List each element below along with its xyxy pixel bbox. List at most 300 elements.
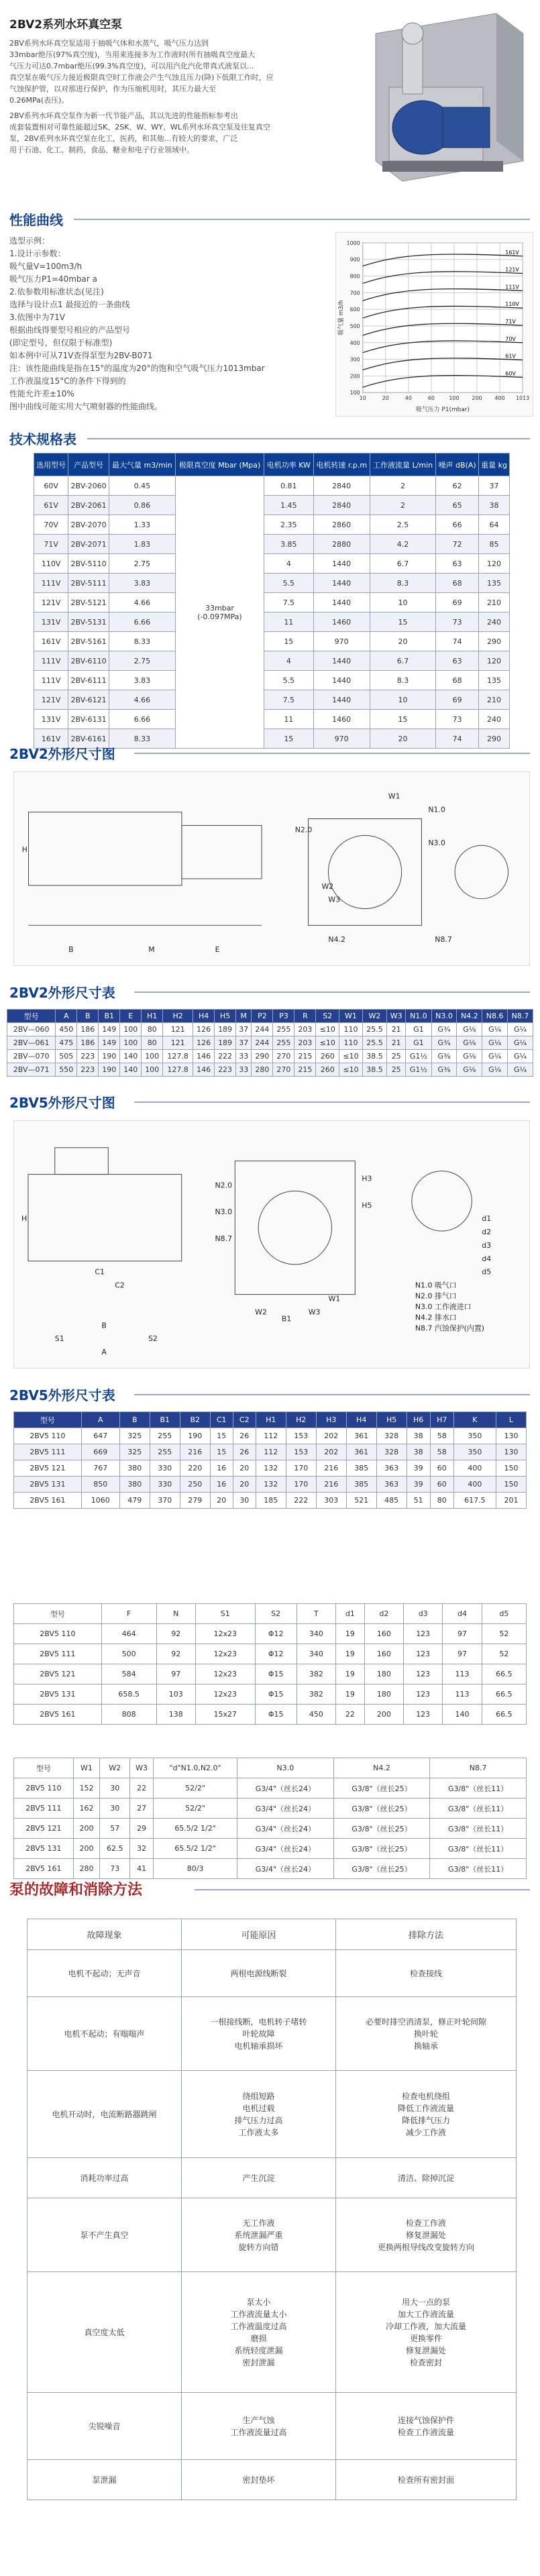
table-row — [14, 1428, 527, 1444]
table-cell: 260 — [316, 1050, 339, 1063]
divider — [87, 438, 530, 439]
table-header: 电机转速 r.p.m — [313, 453, 370, 476]
faults-table — [27, 1919, 517, 2500]
table-cell: 220 — [180, 1460, 210, 1477]
table-cell: 132 — [256, 1460, 286, 1477]
table-cell: 1.33 — [109, 515, 175, 535]
table-row — [34, 476, 510, 496]
table-row — [14, 1644, 527, 1664]
table-cell: 15 — [210, 1428, 233, 1444]
table-cell: 2BV-5131 — [68, 612, 109, 632]
table-cell: 2BV-6161 — [68, 729, 109, 749]
intro-line: 0.26MPa(表压)。 — [9, 96, 69, 105]
table-cell: 2BV-5161 — [68, 632, 109, 651]
drawing-label: B1 — [281, 1314, 292, 1324]
table-cell: 121V — [34, 690, 68, 710]
table-cell: 6.66 — [109, 710, 175, 729]
bv5-dims-table-1 — [13, 1411, 527, 1509]
specs-table-wrap — [34, 453, 510, 749]
drawing-label: E — [215, 945, 220, 955]
table-cell: 37 — [236, 1036, 252, 1050]
y-tick-label: 400 — [349, 339, 360, 346]
table-cell: 12x23 — [195, 1644, 255, 1664]
table-header: H5 — [376, 1412, 407, 1428]
drawing-label: N8.7 — [435, 935, 452, 945]
table-cell: G3/8"（丝长11） — [430, 1839, 527, 1859]
drawing-label: H5 — [362, 1201, 372, 1210]
table-cell: 270 — [273, 1050, 294, 1063]
drawing-label: N4.2 — [328, 935, 345, 945]
fault-causes — [182, 2198, 336, 2272]
table-cell: 63 — [436, 554, 479, 574]
fault-fix: 修复泄漏处 — [405, 2345, 446, 2355]
performance-chart — [335, 232, 533, 417]
table-cell: 202 — [316, 1444, 346, 1460]
table-cell: G3/8"（丝长25） — [333, 1859, 430, 1879]
table-cell: 669 — [81, 1444, 119, 1460]
table-cell: 215 — [294, 1050, 316, 1063]
y-tick-label: 600 — [349, 307, 360, 313]
table-header: W2 — [362, 1010, 386, 1023]
table-cell: 7.5 — [264, 690, 313, 710]
table-cell: 325 — [119, 1444, 150, 1460]
drawing-label: W2 — [321, 881, 334, 891]
motor-outline — [182, 825, 262, 878]
table-cell: 2BV-2071 — [68, 535, 109, 554]
table-header: W3 — [387, 1010, 406, 1023]
table-cell: 70V — [34, 515, 68, 535]
table-header: W1 — [339, 1010, 363, 1023]
table-cell: 216 — [180, 1444, 210, 1460]
table-cell: 2BV5 121 — [14, 1460, 82, 1477]
table-cell: G1½ — [406, 1063, 431, 1077]
table-cell: 112 — [256, 1444, 286, 1460]
fault-cause: 密封泄漏 — [242, 2357, 275, 2367]
y-tick-label: 100 — [349, 390, 360, 396]
table-cell: 126 — [193, 1023, 215, 1036]
table-cell: 1440 — [313, 574, 370, 593]
y-tick-label: 800 — [349, 273, 360, 280]
table-header: S2 — [255, 1604, 296, 1624]
table-cell: 123 — [404, 1705, 443, 1725]
drawing-label: N8.7 — [215, 1234, 233, 1244]
table-header: N8.7 — [430, 1758, 527, 1778]
table-cell: 185 — [256, 1493, 286, 1509]
table-cell: 1060 — [81, 1493, 119, 1509]
table-cell: 161V — [34, 632, 68, 651]
table-cell: 19 — [336, 1644, 365, 1664]
table-cell: 328 — [376, 1444, 407, 1460]
table-cell: 65 — [436, 496, 479, 515]
table-cell: 330 — [150, 1460, 180, 1477]
table-cell: 190 — [180, 1428, 210, 1444]
table-cell: 20 — [233, 1477, 256, 1493]
table-cell: 80 — [142, 1023, 163, 1036]
table-cell: 550 — [56, 1063, 77, 1077]
table-cell: 2BV-2061 — [68, 496, 109, 515]
table-cell: 65.5/2 1/2" — [154, 1839, 237, 1859]
table-header: S1 — [195, 1604, 255, 1624]
page-title: 2BV2系列水环真空泵 — [9, 18, 123, 32]
table-cell: 260 — [316, 1063, 339, 1077]
table-header: 可能原因 — [182, 1919, 336, 1950]
drawing-label: d4 — [482, 1254, 492, 1263]
y-tick-label: 1000 — [346, 239, 360, 246]
table-cell: 25.5 — [362, 1036, 386, 1050]
table-cell: 2BV—060 — [7, 1023, 56, 1036]
bv5-outline-drawing — [13, 1120, 530, 1368]
table-cell: 8.33 — [109, 729, 175, 749]
table-row — [34, 496, 510, 515]
top-port-outline — [55, 1148, 109, 1175]
table-cell: 146 — [193, 1063, 215, 1077]
table-row — [14, 1684, 527, 1705]
bv2-drawing-title: 2BV2外形尺寸图 — [9, 746, 115, 762]
table-cell: 60 — [430, 1460, 453, 1477]
series-label: 110V — [505, 301, 519, 308]
table-cell: 190 — [99, 1050, 120, 1063]
table-cell: 240 — [479, 710, 510, 729]
performance-line: 3.依图中为71V — [9, 313, 65, 322]
specs-title: 技术规格表 — [9, 431, 76, 447]
table-cell: 127.8 — [163, 1050, 193, 1063]
table-cell: 2.35 — [264, 515, 313, 535]
table-cell: ≤10 — [339, 1063, 363, 1077]
fault-cause: 一根接线断，电机转子堵转 — [210, 2017, 307, 2027]
table-cell: 111V — [34, 651, 68, 671]
table-cell: Φ12 — [255, 1624, 296, 1644]
table-row — [14, 1664, 527, 1684]
table-header: 故障现象 — [28, 1919, 182, 1950]
table-cell: 37 — [479, 476, 510, 496]
faults-section — [0, 1872, 540, 2576]
table-row — [14, 1624, 527, 1644]
table-cell: 10 — [370, 593, 435, 612]
table-cell: 2BV—070 — [7, 1050, 56, 1063]
table-cell: 186 — [77, 1023, 99, 1036]
table-header: B2 — [180, 1412, 210, 1428]
table-cell: 6.7 — [370, 651, 435, 671]
chart-plot-area — [363, 243, 523, 392]
drawing-label: C2 — [115, 1281, 125, 1290]
table-cell: 127.8 — [163, 1063, 193, 1077]
table-row — [34, 593, 510, 612]
table-cell: 20 — [370, 729, 435, 749]
fault-cause: 工作液温度过高 — [230, 2321, 287, 2331]
drawing-label: W1 — [388, 792, 400, 801]
legend-item: N1.0 吸气口 — [415, 1281, 457, 1290]
table-cell: 100 — [142, 1050, 163, 1063]
table-row — [28, 2272, 517, 2393]
fault-cause: 生产气蚀 — [242, 2415, 275, 2425]
table-cell: 189 — [215, 1023, 236, 1036]
series-label: 61V — [505, 353, 516, 360]
fault-fixes — [336, 1950, 517, 1997]
table-cell: 135 — [479, 671, 510, 690]
table-cell: 15 — [370, 612, 435, 632]
table-cell: 30 — [100, 1799, 130, 1819]
table-cell: 2BV-6110 — [68, 651, 109, 671]
table-header: E — [120, 1010, 142, 1023]
table-cell: 200 — [73, 1819, 100, 1839]
table-cell: 850 — [81, 1477, 119, 1493]
table-header: B — [119, 1412, 150, 1428]
y-axis-label: 吸气量 m3/h — [337, 300, 345, 335]
table-header: N3.0 — [237, 1758, 334, 1778]
table-cell: 350 — [453, 1428, 496, 1444]
table-cell: G¾ — [431, 1023, 457, 1036]
table-cell: 100 — [142, 1063, 163, 1077]
table-header: H3 — [316, 1412, 346, 1428]
table-header: B — [77, 1010, 99, 1023]
table-cell: 110 — [339, 1023, 363, 1036]
divider — [134, 991, 530, 993]
table-cell: G3/4"（丝长24） — [237, 1799, 334, 1819]
pump-body-outline — [28, 1175, 182, 1261]
fault-causes — [182, 2272, 336, 2393]
table-cell: 66.5 — [482, 1664, 526, 1684]
table-header: 噪声 dB(A) — [436, 453, 479, 476]
table-cell: 126 — [193, 1036, 215, 1050]
table-cell: G⅜ — [431, 1050, 457, 1063]
table-header: 型号 — [7, 1010, 56, 1023]
table-cell: 149 — [99, 1023, 120, 1036]
table-cell: 25 — [387, 1063, 406, 1077]
table-cell: 52/2" — [154, 1778, 237, 1799]
table-row — [28, 2460, 517, 2500]
table-cell: 73 — [436, 710, 479, 729]
table-row — [7, 1036, 533, 1050]
table-cell: 140 — [443, 1705, 482, 1725]
table-cell: ≤10 — [316, 1023, 339, 1036]
table-cell: 29 — [130, 1819, 154, 1839]
table-cell: 161V — [34, 729, 68, 749]
specs-table — [34, 453, 510, 749]
divider — [134, 753, 530, 754]
table-cell: 2BV5 111 — [14, 1444, 82, 1460]
drawing-label: B — [68, 945, 74, 955]
table-row — [14, 1839, 527, 1859]
fault-fix: 降低排气压力 — [401, 2115, 450, 2125]
table-cell: 2BV-2060 — [68, 476, 109, 496]
table-cell: 450 — [56, 1023, 77, 1036]
fault-fixes — [336, 2198, 517, 2272]
intro-line: 气蚀保护管，以对那进行保护，作为压缩机用时，其压力最大至 — [9, 85, 216, 93]
table-cell: 1440 — [313, 671, 370, 690]
table-cell: 222 — [215, 1050, 236, 1063]
table-row — [14, 1819, 527, 1839]
table-cell: 66 — [436, 515, 479, 535]
y-tick-label: 300 — [349, 356, 360, 363]
fault-fix: 检查工作液 — [405, 2218, 446, 2228]
table-header-row — [28, 1919, 517, 1950]
fault-cause: 电机轴承损坏 — [234, 2041, 283, 2051]
table-cell: 62.5 — [100, 1839, 130, 1859]
divider — [195, 1889, 530, 1890]
table-cell: 382 — [296, 1684, 335, 1705]
legend-item: N2.0 排气口 — [415, 1291, 457, 1301]
x-tick-label: 100 — [449, 395, 460, 402]
divider — [74, 219, 530, 220]
table-cell: 52 — [482, 1624, 526, 1644]
table-cell: 20 — [370, 632, 435, 651]
table-cell: 100 — [120, 1036, 142, 1050]
table-row — [7, 1063, 533, 1077]
table-cell: 244 — [252, 1023, 273, 1036]
fault-symptom: 泵不产生真空 — [28, 2198, 182, 2272]
table-cell: 2BV5 131 — [14, 1684, 102, 1705]
table-cell: 4 — [264, 651, 313, 671]
performance-line: 根据曲线得要型号相应的产品型号 — [9, 325, 131, 335]
fault-fix: 降低工作液流量 — [397, 2103, 454, 2113]
table-cell: 16 — [210, 1477, 233, 1493]
table-cell: 21 — [387, 1023, 406, 1036]
table-cell: 113 — [443, 1664, 482, 1684]
table-cell: 400 — [453, 1460, 496, 1477]
divider — [134, 1102, 530, 1103]
performance-line: 注：该性能曲线是指在15°的温度为20°的饱和空气吸气压力1013mbar — [9, 364, 265, 373]
bv2-dims-section — [0, 979, 540, 1087]
fault-cause: 工作液流量过高 — [230, 2427, 287, 2437]
drawing-label: N2.0 — [215, 1181, 233, 1190]
table-cell: 113 — [443, 1684, 482, 1705]
fault-fix: 加大工作液流量 — [397, 2309, 454, 2319]
table-cell: 138 — [156, 1705, 195, 1725]
table-cell: 2BV-5110 — [68, 554, 109, 574]
table-cell: 189 — [215, 1036, 236, 1050]
drawing-label: B — [101, 1321, 107, 1330]
table-cell: 80/3 — [154, 1859, 237, 1879]
intro-line: 真空泵在吸气压力接近极限真空时工作液会产生气蚀且压力(降)下低限工作时，应 — [9, 73, 274, 82]
faults-title: 泵的故障和消除方法 — [9, 1882, 143, 1898]
table-cell: Φ12 — [255, 1644, 296, 1664]
table-cell: 479 — [119, 1493, 150, 1509]
table-cell: 153 — [286, 1428, 316, 1444]
fault-fix: 检查所有密封面 — [397, 2475, 454, 2485]
table-cell: G1 — [406, 1036, 431, 1050]
bv2-dims-title: 2BV2外形尺寸表 — [9, 985, 115, 1001]
table-cell: 170 — [286, 1477, 316, 1493]
fault-fix: 检查密封 — [409, 2357, 442, 2367]
table-header: N4.2 — [333, 1758, 430, 1778]
table-cell: 160 — [364, 1644, 403, 1664]
table-cell: 121 — [163, 1023, 193, 1036]
legend-item: N8.7 汽蚀保护(内置) — [415, 1324, 485, 1333]
table-cell: 8.3 — [370, 574, 435, 593]
table-row — [14, 1477, 527, 1493]
fault-fix: 换叶轮 — [413, 2029, 438, 2039]
table-cell: 15 — [210, 1444, 233, 1460]
table-header: H1 — [142, 1010, 163, 1023]
table-cell: 1.45 — [264, 496, 313, 515]
table-cell: 4.66 — [109, 593, 175, 612]
fault-cause: 绕组短路 — [242, 2091, 275, 2101]
table-cell: 1440 — [313, 651, 370, 671]
table-header-row — [34, 453, 510, 476]
table-cell: 146 — [193, 1050, 215, 1063]
fault-causes — [182, 2460, 336, 2500]
table-cell: 2BV-2070 — [68, 515, 109, 535]
drawing-label: H — [21, 845, 28, 855]
table-header: P3 — [273, 1010, 294, 1023]
table-row — [34, 671, 510, 690]
table-cell: 80 — [142, 1036, 163, 1050]
table-header: T — [296, 1604, 335, 1624]
table-cell: 325 — [119, 1428, 150, 1444]
table-cell: 110V — [34, 554, 68, 574]
table-cell: 123 — [404, 1684, 443, 1705]
table-header: H6 — [407, 1412, 430, 1428]
drawing-label: N3.0 — [215, 1208, 233, 1217]
fault-fix: 连接气蚀保护件 — [397, 2415, 454, 2425]
table-cell: 2BV-5111 — [68, 574, 109, 593]
table-header: d1 — [336, 1604, 365, 1624]
table-cell: G¼ — [482, 1036, 508, 1050]
table-header: N8.7 — [508, 1010, 533, 1023]
table-cell: 112 — [256, 1428, 286, 1444]
table-cell: 12x23 — [195, 1624, 255, 1644]
table-header: 型号 — [14, 1412, 82, 1428]
table-cell: G3/8"（丝长25） — [333, 1799, 430, 1819]
table-cell: 74 — [436, 632, 479, 651]
table-cell: 2BV5 131 — [14, 1477, 82, 1493]
drawing-label: N1.0 — [428, 805, 445, 814]
fault-cause: 工作液太多 — [238, 2127, 279, 2137]
fault-symptom: 电机不起动；无声音 — [28, 1950, 182, 1997]
table-cell: G¼ — [508, 1036, 533, 1050]
table-cell: 385 — [346, 1477, 376, 1493]
table-cell: 20 — [210, 1493, 233, 1509]
table-cell: 64 — [479, 515, 510, 535]
faults-table-wrap — [27, 1919, 517, 2500]
table-header: 重量 kg — [479, 453, 510, 476]
fault-fix: 检查接线 — [409, 1968, 442, 1978]
table-cell: 215 — [294, 1063, 316, 1077]
table-header: P2 — [252, 1010, 273, 1023]
fault-fix: 更换两根导线改变旋转方向 — [377, 2242, 474, 2252]
table-cell: 190 — [99, 1063, 120, 1077]
table-cell: 505 — [56, 1050, 77, 1063]
table-cell: 38 — [479, 496, 510, 515]
table-cell: 2 — [370, 476, 435, 496]
table-header: 极限真空度 Mbar (Mpa) — [175, 453, 264, 476]
fault-causes — [182, 1950, 336, 1997]
table-cell: 8.33 — [109, 632, 175, 651]
table-header: F — [101, 1604, 156, 1624]
table-cell: 100 — [120, 1023, 142, 1036]
fault-cause: 工作液流量太小 — [230, 2309, 287, 2319]
table-header: N8.6 — [482, 1010, 508, 1023]
table-cell: 33 — [236, 1050, 252, 1063]
fault-fix: 更换零件 — [409, 2333, 442, 2343]
table-header: H5 — [215, 1010, 236, 1023]
series-label: 70V — [505, 335, 516, 342]
table-header: "d"N1.0,N2.0" — [154, 1758, 237, 1778]
y-tick-label: 700 — [349, 290, 360, 297]
table-cell: 37 — [236, 1023, 252, 1036]
table-cell: 27 — [130, 1799, 154, 1819]
fault-cause: 系统轻度泄漏 — [234, 2345, 283, 2355]
table-cell: 617.5 — [453, 1493, 496, 1509]
table-cell: 162 — [73, 1799, 100, 1819]
table-row — [28, 2071, 517, 2158]
performance-line: 吸气量V=100m3/h — [9, 262, 83, 271]
table-header: 工作液流量 L/min — [370, 453, 435, 476]
table-cell: G3/8"（丝长11） — [430, 1799, 527, 1819]
table-cell: 180 — [364, 1684, 403, 1705]
table-cell: 361 — [346, 1444, 376, 1460]
bv2-dims-wrap — [7, 1009, 533, 1077]
